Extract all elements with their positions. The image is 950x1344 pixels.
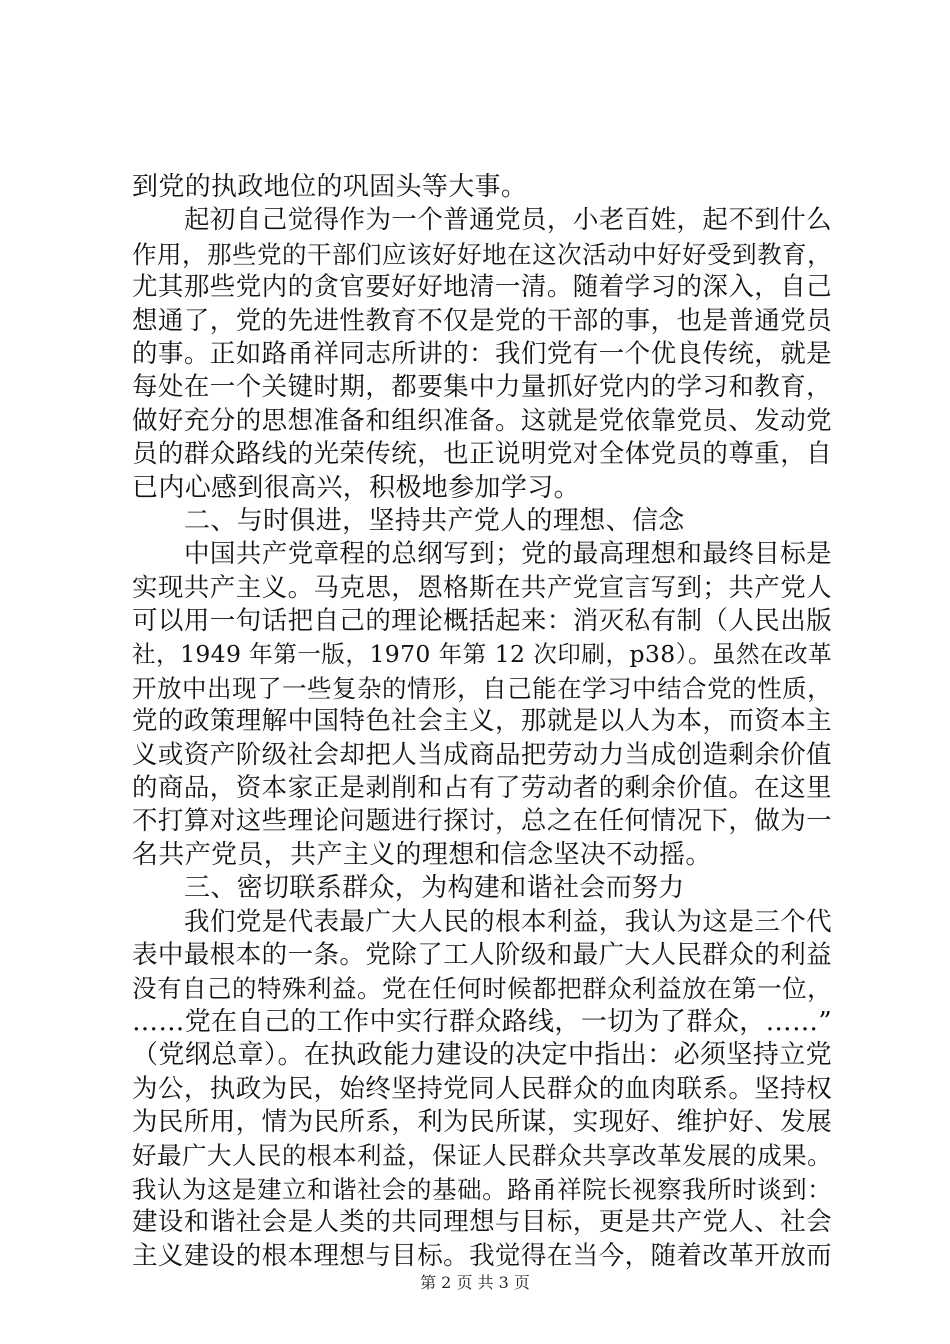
text-line: 为民所用，情为民所系，利为民所谋，实现好、维护好、发展 bbox=[132, 1106, 832, 1137]
text-line: 社，1949 年第一版，1970 年第 12 次印刷，p38）。虽然在改革 bbox=[132, 640, 832, 669]
text-line: 已内心感到很高兴，积极地参加学习。 bbox=[132, 472, 580, 503]
text-line: 尤其那些党内的贪官要好好地清一清。随着学习的深入，自己 bbox=[132, 272, 832, 303]
text-line: 二、与时俱进，坚持共产党人的理想、信念 bbox=[184, 505, 685, 536]
text-line: 开放中出现了一些复杂的情形，自己能在学习中结合党的性质， bbox=[132, 673, 832, 703]
text-line: 想通了，党的先进性教育不仅是党的干部的事，也是普通党员 bbox=[132, 305, 832, 336]
text-line: 三、密切联系群众，为构建和谐社会而努力 bbox=[184, 873, 685, 904]
text-line: 建设和谐社会是人类的共同理想与目标，更是共产党人、社会 bbox=[132, 1207, 832, 1238]
text-line: 没有自己的特殊利益。党在任何时候都把群众利益放在第一位， bbox=[132, 974, 832, 1004]
text-line: 可以用一句话把自己的理论概括起来：消灭私有制（人民出版 bbox=[132, 606, 832, 637]
page-footer: 第 2 页 共 3 页 bbox=[420, 1273, 530, 1292]
text-line: 我们党是代表最广大人民的根本利益，我认为这是三个代 bbox=[184, 906, 832, 937]
text-line: 表中最根本的一条。党除了工人阶级和最广大人民群众的利益 bbox=[132, 939, 832, 970]
text-line: 为公，执政为民，始终坚持党同人民群众的血肉联系。坚持权 bbox=[132, 1073, 832, 1104]
text-line: 好最广大人民的根本利益，保证人民群众共享改革发展的成果。 bbox=[132, 1141, 832, 1171]
text-line: 不打算对这些理论问题进行探讨，总之在任何情况下，做为一 bbox=[132, 806, 832, 837]
text-line: 名共产党员，共产主义的理想和信念坚决不动摇。 bbox=[132, 839, 712, 870]
document-body bbox=[132, 171, 832, 1273]
text-line: 的事。正如路甬祥同志所讲的：我们党有一个优良传统，就是 bbox=[132, 338, 832, 369]
text-line: 的商品，资本家正是剥削和占有了劳动者的剩余价值。在这里 bbox=[132, 773, 832, 804]
text-line: 义或资产阶级社会却把人当成商品把劳动力当成创造剩余价值 bbox=[132, 739, 832, 770]
text-line: 我认为这是建立和谐社会的基础。路甬祥院长视察我所时谈到： bbox=[132, 1174, 832, 1204]
text-line: 起初自己觉得作为一个普通党员，小老百姓，起不到什么 bbox=[184, 205, 832, 236]
text-line: 主义建设的根本理想与目标。我觉得在当今，随着改革开放而 bbox=[132, 1240, 832, 1271]
text-line: 员的群众路线的光荣传统，也正说明党对全体党员的尊重，自 bbox=[132, 439, 832, 470]
text-line: 做好充分的思想准备和组织准备。这就是党依靠党员、发动党 bbox=[132, 405, 832, 436]
text-line: 党的政策理解中国特色社会主义，那就是以人为本，而资本主 bbox=[132, 706, 832, 737]
text-line: 每处在一个关键时期，都要集中力量抓好党内的学习和教育， bbox=[132, 372, 832, 403]
text-line: ……党在自己的工作中实行群众路线，一切为了群众，……” bbox=[132, 1006, 832, 1037]
text-line: （党纲总章）。在执政能力建设的决定中指出：必须坚持立党 bbox=[132, 1040, 832, 1071]
text-line: 作用，那些党的干部们应该好好地在这次活动中好好受到教育， bbox=[132, 239, 832, 269]
text-line: 到党的执政地位的巩固头等大事。 bbox=[132, 172, 528, 202]
text-line: 实现共产主义。马克思，恩格斯在共产党宣言写到；共产党人 bbox=[132, 572, 832, 603]
text-line: 中国共产党章程的总纲写到；党的最高理想和最终目标是 bbox=[184, 539, 832, 570]
